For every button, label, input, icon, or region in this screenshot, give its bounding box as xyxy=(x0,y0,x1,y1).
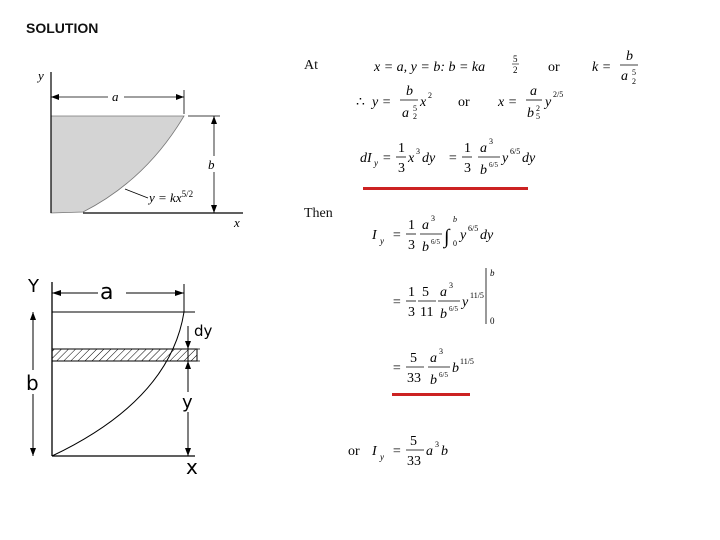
svg-text:b: b xyxy=(626,49,633,64)
fig2-dim-y: y xyxy=(182,392,193,413)
svg-text:33: 33 xyxy=(407,371,421,386)
fig1-x-axis-label: x xyxy=(234,215,240,230)
svg-text:b: b xyxy=(440,307,447,322)
or-label-3: or xyxy=(348,444,360,459)
fig2-y-axis-label: Y xyxy=(28,276,39,297)
svg-text:a: a xyxy=(422,218,429,233)
svg-text:2: 2 xyxy=(536,104,540,113)
svg-text:11/5: 11/5 xyxy=(460,357,474,366)
then-label: Then xyxy=(304,206,333,221)
svg-text:=: = xyxy=(392,361,402,376)
svg-text:2: 2 xyxy=(632,77,636,86)
svg-text:1: 1 xyxy=(398,141,405,156)
svg-text:a: a xyxy=(426,444,433,459)
svg-text:5: 5 xyxy=(410,351,417,366)
svg-text:3: 3 xyxy=(431,214,435,223)
svg-text:5: 5 xyxy=(422,285,429,300)
underline-1 xyxy=(363,187,528,190)
or-label-1: or xyxy=(548,60,560,75)
svg-text:x: x xyxy=(408,151,415,166)
svg-text:11/5: 11/5 xyxy=(470,291,484,300)
at-label: At xyxy=(304,58,318,73)
area-diagram xyxy=(28,60,260,232)
svg-text:3: 3 xyxy=(435,440,439,449)
svg-text:1: 1 xyxy=(464,141,471,156)
svg-text:6/5: 6/5 xyxy=(439,371,448,379)
svg-text:a: a xyxy=(480,141,487,156)
svg-text:6/5: 6/5 xyxy=(468,224,479,233)
fig1-curve-label: $y = kx^{5/2}$ xyxy=(149,189,194,205)
svg-text:=: = xyxy=(382,151,392,166)
svg-text:y: y xyxy=(502,151,509,166)
svg-text:=: = xyxy=(392,444,402,459)
svg-text:6/5: 6/5 xyxy=(449,305,458,313)
svg-text:5: 5 xyxy=(410,434,417,449)
svg-text:∫: ∫ xyxy=(444,226,450,248)
svg-text:dy: dy xyxy=(522,151,536,166)
svg-text:6/5: 6/5 xyxy=(489,161,498,169)
svg-text:3: 3 xyxy=(449,281,453,290)
svg-text:dI: dI xyxy=(360,151,372,166)
svg-text:b: b xyxy=(527,106,534,121)
svg-text:b: b xyxy=(452,361,459,376)
svg-text:dy: dy xyxy=(422,151,436,166)
svg-text:y: y xyxy=(462,295,469,310)
svg-text:0: 0 xyxy=(453,239,457,248)
svg-text:3: 3 xyxy=(464,161,471,176)
svg-text:b: b xyxy=(430,373,437,388)
svg-text:b: b xyxy=(480,163,487,178)
fig2-dim-a: a xyxy=(100,280,114,305)
svg-text:3: 3 xyxy=(408,238,415,253)
fig1-dim-b: b xyxy=(208,157,215,172)
svg-text:5: 5 xyxy=(536,112,540,121)
svg-text:b: b xyxy=(422,240,429,255)
svg-text:3: 3 xyxy=(439,347,443,356)
fig1-dim-a: a xyxy=(112,89,119,104)
svg-text:y =: y = xyxy=(372,95,392,110)
svg-text:x: x xyxy=(420,95,427,110)
fig2-x-axis-label: x xyxy=(186,455,198,479)
svg-text:5: 5 xyxy=(513,54,518,64)
svg-text:5: 5 xyxy=(413,104,417,113)
fig2-dim-b: b xyxy=(26,371,39,395)
svg-text:∴: ∴ xyxy=(356,95,365,110)
strip-sketch xyxy=(20,270,220,480)
svg-text:I: I xyxy=(372,444,377,459)
svg-text:=: = xyxy=(448,151,458,166)
svg-text:11: 11 xyxy=(420,305,434,320)
svg-text:6/5: 6/5 xyxy=(431,238,440,246)
solution-heading: SOLUTION xyxy=(26,20,99,36)
svg-text:2: 2 xyxy=(428,91,432,100)
svg-text:a: a xyxy=(440,285,447,300)
fig1-y-axis-label: y xyxy=(38,68,44,83)
svg-text:b: b xyxy=(490,268,495,278)
svg-text:b: b xyxy=(453,215,457,224)
underline-2 xyxy=(392,393,470,396)
or-label-2: or xyxy=(458,95,470,110)
fig2-dim-dy: dy xyxy=(194,322,213,340)
svg-text:5: 5 xyxy=(632,68,636,77)
svg-text:y: y xyxy=(374,158,378,168)
svg-text:2: 2 xyxy=(413,112,417,121)
svg-text:1: 1 xyxy=(408,218,415,233)
svg-text:=: = xyxy=(392,295,402,310)
svg-text:0: 0 xyxy=(490,316,495,326)
svg-text:6/5: 6/5 xyxy=(510,147,521,156)
svg-text:3: 3 xyxy=(408,305,415,320)
svg-text:dy: dy xyxy=(480,228,494,243)
svg-text:3: 3 xyxy=(489,137,493,146)
solution-equations xyxy=(336,40,676,480)
svg-text:a: a xyxy=(530,84,537,99)
svg-text:b: b xyxy=(406,84,413,99)
svg-text:a: a xyxy=(430,351,437,366)
svg-text:b: b xyxy=(441,444,448,459)
svg-text:I: I xyxy=(372,228,377,243)
svg-text:a: a xyxy=(621,69,628,84)
svg-text:3: 3 xyxy=(398,161,405,176)
svg-text:2/5: 2/5 xyxy=(553,90,564,99)
svg-text:y: y xyxy=(380,452,384,462)
svg-text:3: 3 xyxy=(416,147,420,156)
svg-text:y: y xyxy=(460,228,467,243)
svg-text:y: y xyxy=(545,95,552,110)
svg-text:x = a, y = b: b = ka: x = a, y = b: b = ka xyxy=(374,60,486,75)
svg-text:y: y xyxy=(380,236,384,246)
svg-text:=: = xyxy=(392,228,402,243)
svg-text:a: a xyxy=(402,106,409,121)
svg-text:2: 2 xyxy=(513,65,518,75)
svg-text:k =: k = xyxy=(592,60,612,75)
svg-text:1: 1 xyxy=(408,285,415,300)
svg-text:x =: x = xyxy=(498,95,518,110)
svg-text:33: 33 xyxy=(407,454,421,469)
